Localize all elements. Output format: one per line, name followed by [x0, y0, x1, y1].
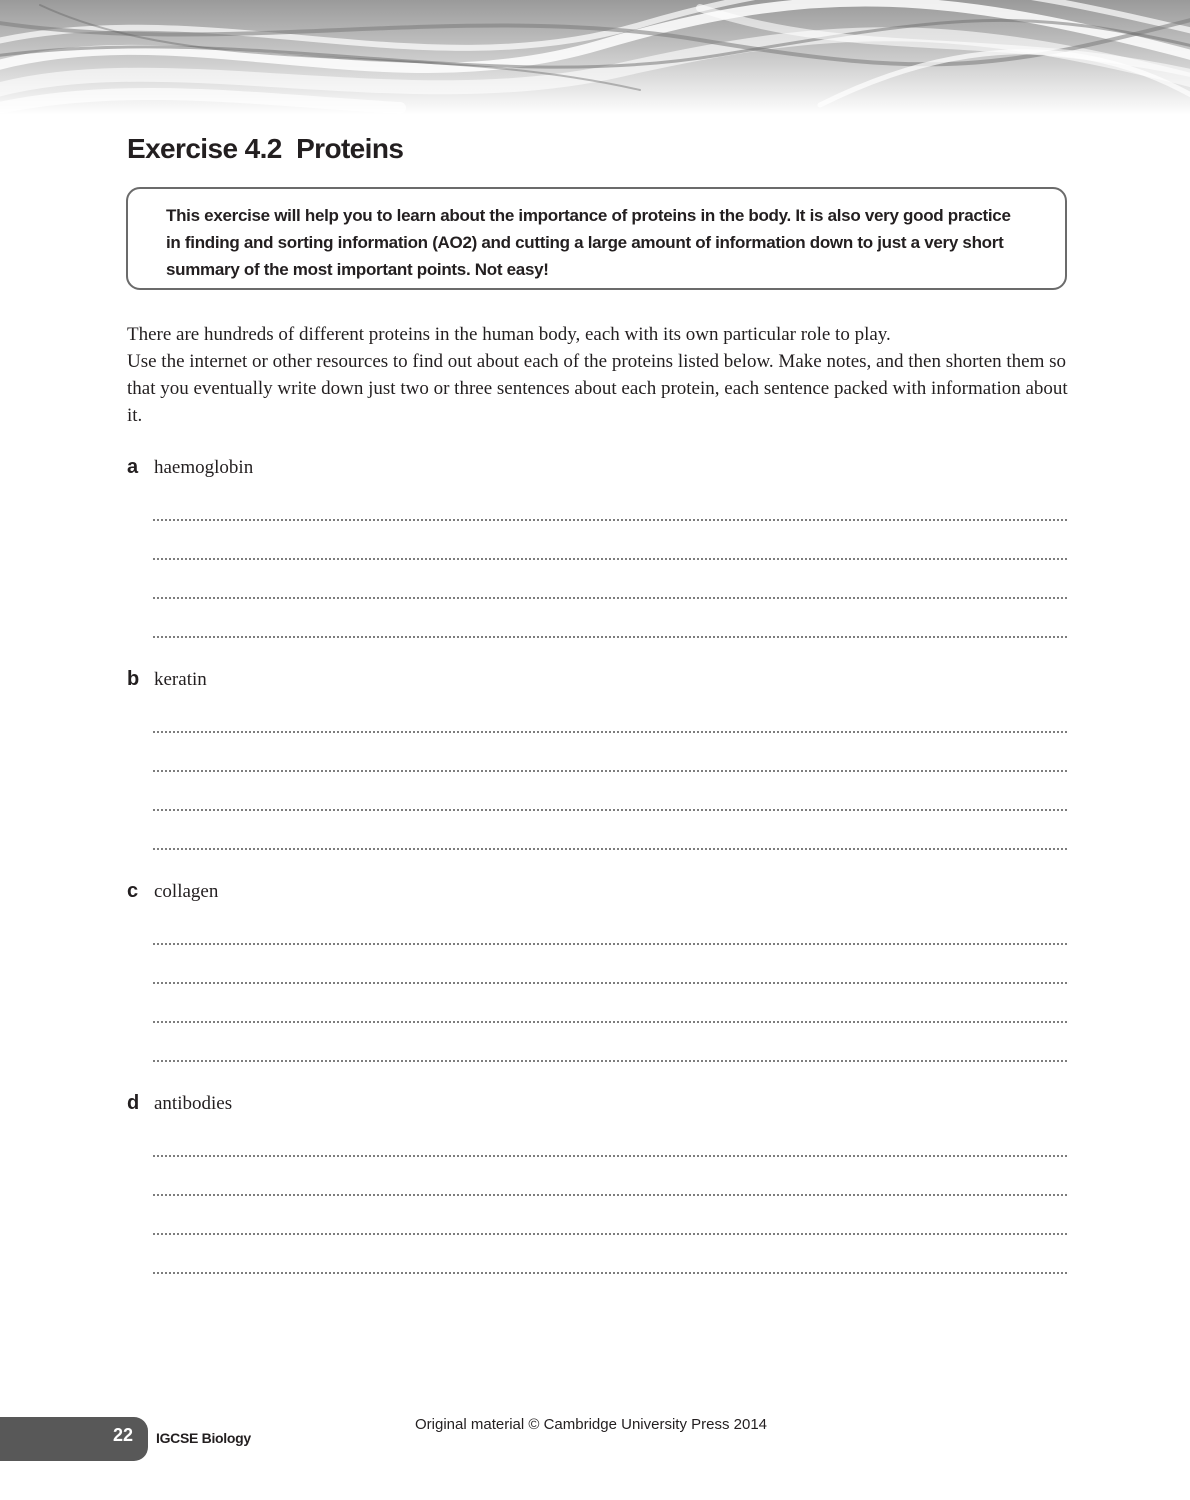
question-c [127, 880, 1067, 910]
answer-line[interactable] [153, 1194, 1067, 1196]
header-banner [0, 0, 1190, 115]
intro-callout-box [126, 187, 1067, 290]
question-label: keratin [154, 669, 207, 690]
book-title: IGCSE Biology [156, 1430, 251, 1446]
answer-line[interactable] [153, 1155, 1067, 1157]
exercise-title: Exercise 4.2 Proteins [127, 133, 404, 164]
answer-line[interactable] [153, 809, 1067, 811]
page-number: 22 [113, 1425, 134, 1445]
question-letter: d [127, 1092, 140, 1114]
question-b [127, 668, 1067, 698]
question-label: haemoglobin [154, 457, 254, 478]
answer-line[interactable] [153, 1272, 1067, 1274]
answer-line[interactable] [153, 1060, 1067, 1062]
question-letter: c [127, 880, 139, 902]
answer-line[interactable] [153, 982, 1067, 984]
question-label: antibodies [154, 1093, 233, 1114]
answer-line[interactable] [153, 731, 1067, 733]
answer-line[interactable] [153, 770, 1067, 772]
instructions [127, 321, 1072, 429]
question-d [127, 1092, 1067, 1122]
answer-line[interactable] [153, 597, 1067, 599]
question-letter: a [127, 456, 139, 478]
answer-line[interactable] [153, 558, 1067, 560]
wave-graphic [0, 0, 1190, 115]
question-letter: b [127, 668, 140, 690]
copyright-notice: Original material © Cambridge University Press 2014 [415, 1416, 768, 1433]
instructions-paragraph-1: There are hundreds of different proteins in the human body, each with its own particular role to play. [127, 324, 891, 345]
question-label: collagen [154, 881, 219, 902]
answer-line[interactable] [153, 519, 1067, 521]
answer-line[interactable] [153, 848, 1067, 850]
question-a [127, 456, 1067, 486]
instructions-paragraph-2: Use the internet or other resources to find out about each of the proteins listed below. Make notes, and then shorten them so that you eventually write down just two or three sentences about each protein, each sentence packed with information about it. [127, 351, 1068, 426]
intro-text: This exercise will help you to learn about the importance of proteins in the body. It is also very good practice in finding and sorting information (AO2) and cutting a large amount of information down to just a very short summary of the most important points. Not easy! [166, 206, 1011, 279]
answer-line[interactable] [153, 1233, 1067, 1235]
answer-line[interactable] [153, 943, 1067, 945]
answer-line[interactable] [153, 1021, 1067, 1023]
answer-line[interactable] [153, 636, 1067, 638]
